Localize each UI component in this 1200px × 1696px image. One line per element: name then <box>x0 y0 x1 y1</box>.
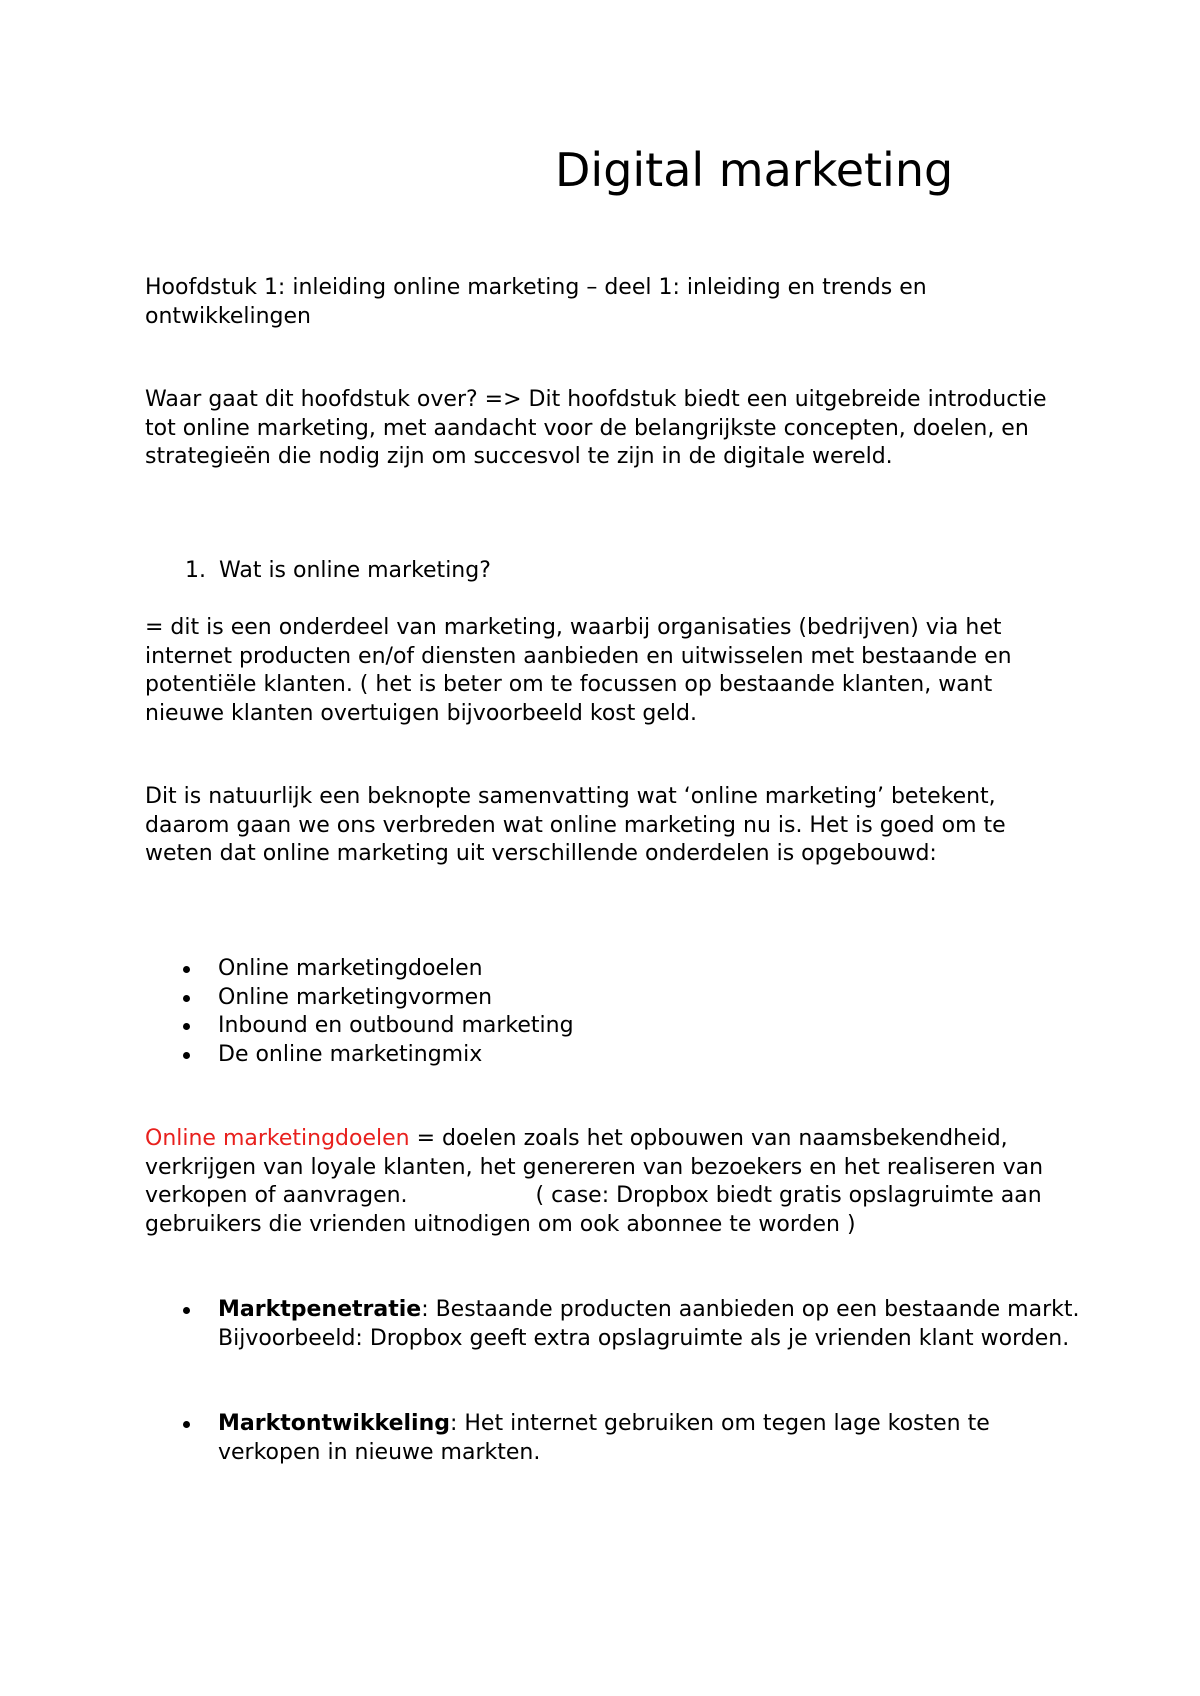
components-list <box>180 955 574 1069</box>
goals-case: ( case: Dropbox biedt gratis opslagruimte aan gebruikers die vrienden uitnodigen om ook abonnee te worden ) <box>145 1183 1042 1237</box>
summary-paragraph: Dit is natuurlijk een beknopte samenvatting wat ‘online marketing’ betekent, daarom gaan we ons verbreden wat online marketing nu is. Het is goed om te weten dat online marketing uit verschillende onderdelen is opgebouwd: <box>145 784 1006 866</box>
goals-term: Online marketingdoelen <box>145 1126 410 1151</box>
definition-paragraph: = dit is een onderdeel van marketing, waarbij organisaties (bedrijven) via het internet producten en/of diensten aanbieden en uitwisselen met bestaande en potentiële klanten. ( het is beter om te focussen op bestaande klanten, want nieuwe klanten overtuigen bijvoorbeeld kost geld. <box>145 615 1012 726</box>
section-heading-text: Wat is online marketing? <box>219 558 491 583</box>
goals-text: = doelen zoals het opbouwen van naamsbekendheid, verkrijgen van loyale klanten, het genereren van bezoekers en het realiseren van verkopen of aanvragen. <box>145 1126 1044 1208</box>
list-item: Online marketingdoelen <box>180 955 574 984</box>
strategy-list-1 <box>180 1296 1080 1353</box>
strategy-term: Marktpenetratie <box>218 1297 422 1322</box>
strategy-term: Marktontwikkeling <box>218 1411 450 1436</box>
intro-paragraph: Waar gaat dit hoofdstuk over? => Dit hoofdstuk biedt een uitgebreide introductie tot online marketing, met aandacht voor de belangrijkste concepten, doelen, en strategieën die nodig zijn om succesvol te zijn in de digitale wereld. <box>145 387 1047 469</box>
document-title: Digital marketing <box>555 143 954 197</box>
strategy-text: : Bestaande producten aanbieden op een bestaande markt. Bijvoorbeeld: Dropbox geeft extra opslagruimte als je vrienden klant worden. <box>218 1297 1080 1351</box>
chapter-heading: Hoofdstuk 1: inleiding online marketing – deel 1: inleiding en trends en ontwikkelingen <box>145 275 927 329</box>
strategy-text: : Het internet gebruiken om tegen lage kosten te verkopen in nieuwe markten. <box>218 1411 990 1465</box>
strategy-list-2 <box>180 1410 1080 1467</box>
list-item: Online marketingvormen <box>180 984 574 1013</box>
list-item: De online marketingmix <box>180 1041 574 1070</box>
section-number: 1. <box>185 558 206 583</box>
list-item <box>180 1410 1080 1467</box>
list-item <box>180 1296 1080 1353</box>
list-item: Inbound en outbound marketing <box>180 1012 574 1041</box>
goals-paragraph <box>145 1125 1075 1239</box>
section-heading <box>185 557 491 586</box>
